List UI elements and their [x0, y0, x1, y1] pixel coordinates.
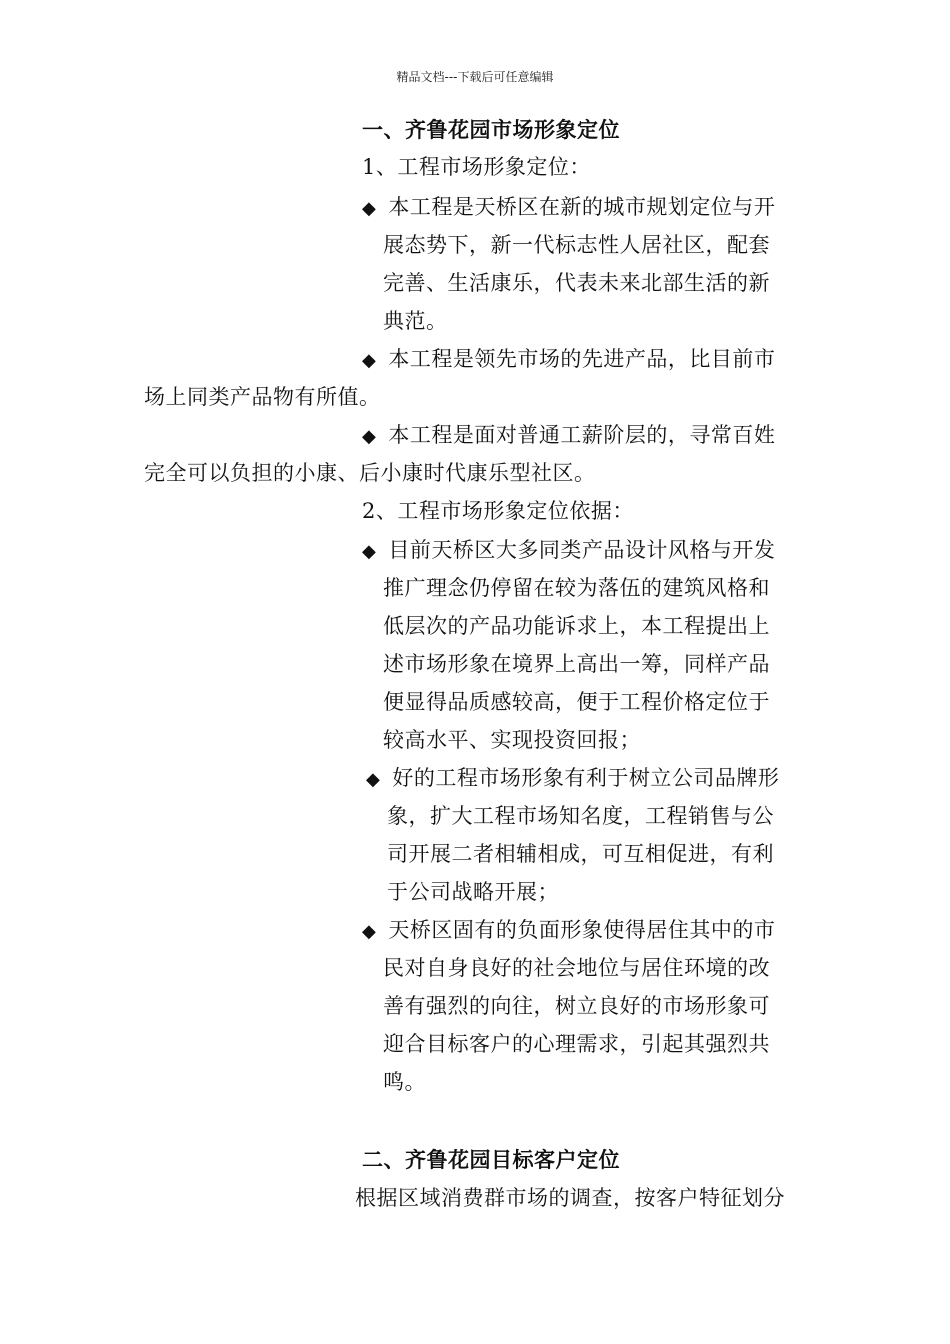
- bullet-diamond-icon: ◆: [362, 921, 377, 942]
- bullet-text: 本工程是面对普通工薪阶层的，寻常百姓: [388, 423, 776, 447]
- bullet-diamond-icon: ◆: [362, 350, 377, 371]
- bullet-item: [362, 916, 775, 946]
- page-header: 精品文档---下载后可任意编辑: [396, 70, 554, 84]
- bullet-text: 完全可以负担的小康、后小康时代康乐型社区。: [144, 461, 596, 485]
- bullet-text: 述市场形象在境界上高出一筹，同样产品: [383, 652, 770, 676]
- bullet-text: 鸣。: [383, 1070, 426, 1094]
- bullet-diamond-icon: ◆: [366, 769, 381, 790]
- bullet-text: 展态势下，新一代标志性人居社区，配套: [383, 233, 770, 257]
- bullet-text: 目前天桥区大多同类产品设计风格与开发: [388, 538, 776, 562]
- bullet-text: 迎合目标客户的心理需求，引起其强烈共: [383, 1032, 770, 1056]
- bullet-item: [362, 536, 775, 566]
- bullet-text: 较高水平、实现投资回报；: [383, 728, 641, 752]
- section-2-title: 二、齐鲁花园目标客户定位: [362, 1148, 620, 1172]
- bullet-text: 推广理念仍停留在较为落伍的建筑风格和: [383, 576, 770, 600]
- bullet-text: 典范。: [383, 309, 448, 333]
- bullet-diamond-icon: ◆: [362, 198, 377, 219]
- bullet-text: 于公司战略开展；: [387, 880, 559, 904]
- bullet-diamond-icon: ◆: [362, 426, 377, 447]
- bullet-text: 好的工程市场形象有利于树立公司品牌形: [392, 766, 780, 790]
- bullet-text: 场上同类产品物有所值。: [144, 385, 381, 409]
- bullet-diamond-icon: ◆: [362, 541, 377, 562]
- section-1-title: 一、齐鲁花园市场形象定位: [362, 118, 620, 142]
- bullet-item: [362, 193, 775, 223]
- bullet-item: [366, 764, 779, 794]
- bullet-item: [362, 345, 775, 375]
- subsection-1-title: 1、工程市场形象定位：: [362, 155, 591, 179]
- paragraph: 根据区域消费群市场的调查，按客户特征划分: [355, 1186, 785, 1210]
- bullet-text: 民对自身良好的社会地位与居住环境的改: [383, 956, 770, 980]
- bullet-text: 天桥区固有的负面形象使得居住其中的市: [388, 918, 776, 942]
- bullet-text: 便显得品质感较高，便于工程价格定位于: [383, 690, 770, 714]
- bullet-text: 司开展二者相辅相成，可互相促进，有利: [387, 842, 774, 866]
- bullet-text: 本工程是领先市场的先进产品，比目前市: [388, 347, 776, 371]
- bullet-text: 善有强烈的向往，树立良好的市场形象可: [383, 994, 770, 1018]
- subsection-2-title: 2、工程市场形象定位依据：: [362, 499, 634, 523]
- bullet-item: [362, 421, 775, 451]
- bullet-text: 低层次的产品功能诉求上，本工程提出上: [383, 614, 770, 638]
- bullet-text: 完善、生活康乐，代表未来北部生活的新: [383, 271, 770, 295]
- bullet-text: 本工程是天桥区在新的城市规划定位与开: [388, 195, 776, 219]
- bullet-text: 象，扩大工程市场知名度，工程销售与公: [387, 804, 774, 828]
